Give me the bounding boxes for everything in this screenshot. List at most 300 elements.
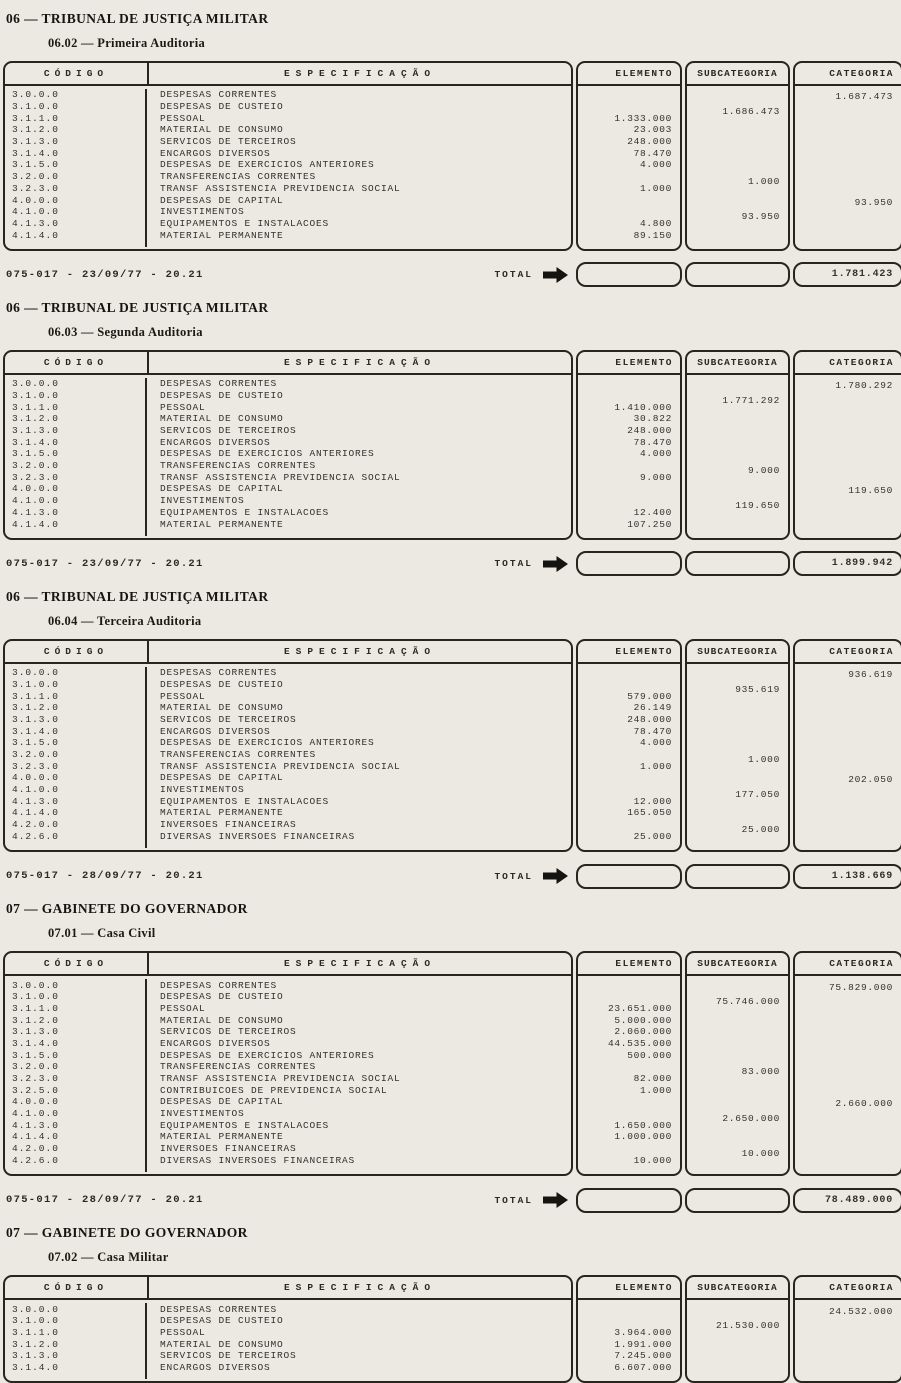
codigo-cell: 3.2.5.0 <box>5 1084 147 1096</box>
table-row <box>5 714 571 726</box>
especificacao-cell: DESPESAS CORRENTES <box>160 89 278 101</box>
elemento-box <box>576 350 682 540</box>
codigo-cell: 4.0.0.0 <box>5 772 147 784</box>
especificacao-cell: EQUIPAMENTOS E INSTALACOES <box>160 506 330 518</box>
codigo-column-header: CÓDIGO <box>5 641 149 662</box>
section-header: 06 — TRIBUNAL DE JUSTIÇA MILITAR <box>6 11 269 26</box>
table-row <box>5 795 571 807</box>
table-row <box>5 471 571 483</box>
especificacao-cell: INVERSOES FINANCEIRAS <box>160 819 297 831</box>
subcategoria-value <box>687 1049 788 1061</box>
table-row <box>5 124 571 136</box>
elemento-value: 107.250 <box>627 518 672 530</box>
categoria-value <box>795 147 901 159</box>
categoria-value <box>795 1350 901 1362</box>
table-row <box>5 1119 571 1131</box>
total-value: 1.138.669 <box>831 870 893 882</box>
codigo-column-divider <box>5 1166 147 1172</box>
especificacao-cell: INVESTIMENTOS <box>160 1108 245 1120</box>
elemento-column-header: ELEMENTO <box>615 645 673 657</box>
codigo-cell: 3.1.0.0 <box>5 390 147 402</box>
table-row <box>5 378 571 390</box>
budget-section <box>0 11 901 291</box>
elemento-value <box>578 171 680 183</box>
table-row <box>5 702 571 714</box>
elemento-value: 1.000.000 <box>614 1131 672 1143</box>
table-header-row <box>687 352 788 375</box>
codigo-cell: 4.1.0.0 <box>5 784 147 796</box>
subcategoria-box <box>685 350 790 540</box>
categoria-box <box>793 951 901 1176</box>
elemento-column-header: ELEMENTO <box>615 1282 673 1294</box>
table-row <box>5 1003 571 1015</box>
table-row <box>5 194 571 206</box>
table-row <box>5 1073 571 1085</box>
elemento-value <box>578 460 680 472</box>
categoria-value <box>795 1119 901 1131</box>
codigo-cell: 4.2.0.0 <box>5 819 147 831</box>
total-subcategoria-box <box>685 262 790 287</box>
especificacao-cell: MATERIAL PERMANENTE <box>160 518 284 530</box>
categoria-column-header: CATEGORIA <box>829 68 894 79</box>
total-categoria-box <box>793 551 901 576</box>
elemento-box <box>576 639 682 852</box>
table-row <box>5 667 571 679</box>
codigo-especificacao-box <box>3 350 573 540</box>
categoria-value <box>795 413 901 425</box>
elemento-value: 44.535.000 <box>607 1037 672 1049</box>
total-categoria-box <box>793 864 901 889</box>
subcategoria-value <box>687 1014 788 1026</box>
especificacao-cell: MATERIAL DE CONSUMO <box>160 702 284 714</box>
table-header-row <box>687 63 788 86</box>
elemento-value <box>578 378 680 390</box>
categoria-value <box>795 690 901 702</box>
subcategoria-value: 1.000 <box>747 176 780 188</box>
codigo-cell: 3.0.0.0 <box>5 1303 147 1315</box>
especificacao-column-header: ESPECIFICAÇÃO <box>283 68 437 79</box>
table-row <box>5 206 571 218</box>
total-value: 1.899.942 <box>831 558 893 570</box>
codigo-cell: 4.1.0.0 <box>5 495 147 507</box>
elemento-values <box>578 86 680 249</box>
subcategoria-value <box>687 448 788 460</box>
codigo-column-filler <box>5 842 571 848</box>
table-row <box>5 1327 571 1339</box>
section-header: 06 — TRIBUNAL DE JUSTIÇA MILITAR <box>6 588 269 604</box>
total-label-group <box>494 867 569 885</box>
subcategoria-value <box>687 1303 788 1315</box>
budget-table <box>3 639 901 852</box>
especificacao-cell: SERVICOS DE TERCEIROS <box>160 1350 297 1362</box>
codigo-cell: 3.1.1.0 <box>5 1327 147 1339</box>
categoria-value <box>795 1026 901 1038</box>
codigo-cell: 4.1.3.0 <box>5 795 147 807</box>
subcategoria-value <box>687 425 788 437</box>
especificacao-cell: INVESTIMENTOS <box>160 495 245 507</box>
codigo-cell: 3.2.0.0 <box>5 1061 147 1073</box>
especificacao-column-header: ESPECIFICAÇÃO <box>283 645 437 657</box>
subcategoria-value <box>687 194 788 206</box>
categoria-value <box>795 1073 901 1085</box>
codigo-cell: 3.1.5.0 <box>5 448 147 460</box>
codigo-cell: 3.1.4.0 <box>5 1038 147 1050</box>
codigo-cell: 3.1.4.0 <box>5 147 147 159</box>
especificacao-cell: MATERIAL PERMANENTE <box>160 229 284 241</box>
table-row <box>5 183 571 195</box>
section-subheader: 06.03 — Segunda Auditoria <box>48 324 203 339</box>
subcategoria-value: 119.650 <box>735 500 780 512</box>
subcategoria-column-header: SUBCATEGORIA <box>697 1282 778 1294</box>
table-row <box>5 1108 571 1120</box>
codigo-cell: 4.0.0.0 <box>5 1096 147 1108</box>
categoria-value <box>795 448 901 460</box>
subcategoria-column-header: SUBCATEGORIA <box>697 356 778 368</box>
codigo-especificacao-box <box>3 1275 573 1383</box>
subcategoria-values <box>687 976 788 1174</box>
especificacao-cell: SERVICOS DE TERCEIROS <box>160 713 297 725</box>
subcategoria-value: 10.000 <box>741 1148 780 1160</box>
subcategoria-column-header: SUBCATEGORIA <box>697 958 778 970</box>
elemento-value: 1.333.000 <box>614 112 672 124</box>
subcategoria-values <box>687 86 788 249</box>
especificacao-cell: DESPESAS DE CAPITAL <box>160 1096 284 1108</box>
codigo-espec-rows <box>5 664 571 850</box>
total-label: TOTAL <box>494 269 533 281</box>
table-header-row <box>687 1277 788 1300</box>
codigo-espec-rows <box>5 375 571 538</box>
elemento-value: 4.000 <box>639 737 672 749</box>
print-stamp: 075-017 - 23/09/77 - 20.21 <box>6 268 204 281</box>
elemento-box <box>576 61 682 251</box>
total-elemento-box <box>576 551 682 576</box>
table-row <box>5 690 571 702</box>
table-header-row <box>578 63 680 86</box>
categoria-value: 936.619 <box>848 669 893 681</box>
subcategoria-box <box>685 1275 790 1383</box>
subcategoria-value <box>687 772 788 784</box>
total-label-group <box>494 555 569 573</box>
table-row <box>5 518 571 530</box>
elemento-value: 7.245.000 <box>614 1350 672 1362</box>
especificacao-cell: PESSOAL <box>160 1002 206 1014</box>
especificacao-cell: DESPESAS CORRENTES <box>160 1303 278 1315</box>
codigo-cell: 3.1.2.0 <box>5 702 147 714</box>
subcategoria-value <box>687 714 788 726</box>
table-row <box>5 1350 571 1362</box>
table-row <box>5 495 571 507</box>
elemento-value <box>578 483 680 495</box>
table-row <box>5 147 571 159</box>
codigo-cell: 3.1.2.0 <box>5 1338 147 1350</box>
table-row <box>5 1026 571 1038</box>
codigo-cell: 3.2.0.0 <box>5 749 147 761</box>
especificacao-cell: ENCARGOS DIVERSOS <box>160 725 271 737</box>
table-header-row <box>578 953 680 976</box>
table-row <box>5 460 571 472</box>
categoria-value <box>795 760 901 772</box>
codigo-especificacao-box <box>3 61 573 251</box>
subcategoria-values <box>687 664 788 850</box>
elemento-value <box>578 679 680 691</box>
table-header-row <box>795 1277 901 1300</box>
subcategoria-value: 83.000 <box>741 1066 780 1078</box>
especificacao-cell: DESPESAS DE EXERCICIOS ANTERIORES <box>160 448 375 460</box>
table-row <box>5 979 571 991</box>
subcategoria-value: 1.000 <box>747 754 780 766</box>
especificacao-cell: ENCARGOS DIVERSOS <box>160 147 271 159</box>
table-row <box>5 1084 571 1096</box>
categoria-box <box>793 350 901 540</box>
total-row <box>3 548 901 580</box>
codigo-cell: 3.1.3.0 <box>5 1026 147 1038</box>
especificacao-cell: TRANSFERENCIAS CORRENTES <box>160 171 317 183</box>
subcategoria-value <box>687 1338 788 1350</box>
especificacao-cell: TRANSFERENCIAS CORRENTES <box>160 749 317 761</box>
subcategoria-value <box>687 1350 788 1362</box>
codigo-cell: 4.0.0.0 <box>5 194 147 206</box>
total-elemento-box <box>576 262 682 287</box>
table-header-row <box>795 641 901 664</box>
elemento-value: 9.000 <box>639 471 672 483</box>
subcategoria-value <box>687 1362 788 1374</box>
table-row <box>5 737 571 749</box>
table-row <box>5 772 571 784</box>
especificacao-cell: TRANSF ASSISTENCIA PREVIDENCIA SOCIAL <box>160 1073 401 1085</box>
table-header-row <box>795 352 901 375</box>
elemento-value <box>578 819 680 831</box>
codigo-cell: 3.1.1.0 <box>5 690 147 702</box>
table-row <box>5 159 571 171</box>
elemento-value: 1.000 <box>639 1084 672 1096</box>
section-header: 07 — GABINETE DO GOVERNADOR <box>6 1225 248 1241</box>
total-row-left <box>3 555 573 573</box>
total-label: TOTAL <box>494 1194 533 1206</box>
codigo-cell: 3.1.2.0 <box>5 1014 147 1026</box>
subcategoria-value: 21.530.000 <box>715 1320 780 1332</box>
subcategoria-value <box>687 378 788 390</box>
elemento-value: 248.000 <box>627 136 672 148</box>
table-row <box>5 819 571 831</box>
codigo-cell: 4.0.0.0 <box>5 483 147 495</box>
subcategoria-value <box>687 1038 788 1050</box>
categoria-value: 93.950 <box>854 196 893 208</box>
codigo-cell: 3.1.4.0 <box>5 436 147 448</box>
categoria-value <box>795 136 901 148</box>
codigo-cell: 3.1.2.0 <box>5 124 147 136</box>
total-row <box>3 1184 901 1216</box>
table-row <box>5 218 571 230</box>
elemento-value <box>578 979 680 991</box>
right-arrow-icon <box>542 266 569 284</box>
categoria-value <box>795 401 901 413</box>
budget-table <box>3 350 901 540</box>
table-row <box>5 679 571 691</box>
budget-section <box>0 901 901 1216</box>
subcategoria-column-header: SUBCATEGORIA <box>697 68 778 79</box>
subcategoria-values <box>687 375 788 538</box>
subcategoria-value: 1.686.473 <box>722 106 780 118</box>
elemento-value <box>578 1096 680 1108</box>
total-row-left <box>3 867 573 885</box>
right-arrow-icon <box>542 1191 569 1209</box>
categoria-value <box>795 714 901 726</box>
especificacao-cell: DIVERSAS INVERSOES FINANCEIRAS <box>160 830 356 842</box>
especificacao-cell: DESPESAS DE CAPITAL <box>160 772 284 784</box>
categoria-value: 2.660.000 <box>835 1098 893 1110</box>
section-header: 06 — TRIBUNAL DE JUSTIÇA MILITAR <box>6 299 269 315</box>
elemento-value: 500.000 <box>627 1049 672 1061</box>
elemento-value: 6.607.000 <box>614 1361 672 1373</box>
total-categoria-box <box>793 1188 901 1213</box>
codigo-cell: 3.1.1.0 <box>5 401 147 413</box>
subcategoria-value: 25.000 <box>741 824 780 836</box>
codigo-cell: 3.2.3.0 <box>5 1073 147 1085</box>
especificacao-cell: EQUIPAMENTOS E INSTALACOES <box>160 795 330 807</box>
especificacao-cell: TRANSF ASSISTENCIA PREVIDENCIA SOCIAL <box>160 760 401 772</box>
table-row <box>5 1049 571 1061</box>
subcategoria-value <box>687 159 788 171</box>
codigo-cell: 4.1.0.0 <box>5 206 147 218</box>
especificacao-cell: PESSOAL <box>160 690 206 702</box>
table-row <box>5 749 571 761</box>
table-header-row <box>5 953 571 976</box>
codigo-cell: 3.1.5.0 <box>5 737 147 749</box>
codigo-cell: 3.1.3.0 <box>5 136 147 148</box>
codigo-cell: 3.2.0.0 <box>5 460 147 472</box>
categoria-value <box>795 1014 901 1026</box>
budget-section <box>0 1225 901 1383</box>
elemento-value <box>578 194 680 206</box>
elemento-value: 1.000 <box>639 182 672 194</box>
categoria-values <box>795 86 901 249</box>
elemento-value: 23.003 <box>633 124 672 136</box>
subcategoria-value <box>687 667 788 679</box>
print-stamp: 075-017 - 23/09/77 - 20.21 <box>6 557 204 570</box>
print-stamp: 075-017 - 28/09/77 - 20.21 <box>6 1194 204 1207</box>
categoria-value <box>795 1338 901 1350</box>
categoria-box <box>793 1275 901 1383</box>
subcategoria-value: 1.771.292 <box>722 394 780 406</box>
total-value: 1.781.423 <box>831 269 893 281</box>
categoria-column-header: CATEGORIA <box>829 1282 894 1294</box>
codigo-cell: 3.0.0.0 <box>5 667 147 679</box>
table-row <box>5 784 571 796</box>
codigo-especificacao-box <box>3 951 573 1176</box>
table-row <box>5 1155 571 1167</box>
categoria-value <box>795 112 901 124</box>
elemento-value <box>578 784 680 796</box>
elemento-value: 82.000 <box>633 1073 672 1085</box>
subcategoria-value <box>687 702 788 714</box>
codigo-cell: 4.1.4.0 <box>5 229 147 241</box>
especificacao-cell: DESPESAS DE CAPITAL <box>160 483 284 495</box>
elemento-value: 25.000 <box>633 830 672 842</box>
codigo-cell: 3.1.4.0 <box>5 1362 147 1374</box>
especificacao-cell: DESPESAS DE CUSTEIO <box>160 389 284 401</box>
table-row <box>5 1143 571 1155</box>
codigo-cell: 3.1.0.0 <box>5 101 147 113</box>
especificacao-cell: TRANSFERENCIAS CORRENTES <box>160 460 317 472</box>
budget-section <box>0 589 901 892</box>
especificacao-cell: DIVERSAS INVERSOES FINANCEIRAS <box>160 1154 356 1166</box>
subcategoria-value: 9.000 <box>747 465 780 477</box>
categoria-value <box>795 749 901 761</box>
table-row <box>5 89 571 101</box>
total-label: TOTAL <box>494 870 533 882</box>
codigo-cell: 3.1.5.0 <box>5 159 147 171</box>
codigo-cell: 4.1.4.0 <box>5 1131 147 1143</box>
budget-section <box>0 300 901 580</box>
categoria-value <box>795 702 901 714</box>
categoria-value <box>795 460 901 472</box>
right-arrow-icon <box>542 555 569 573</box>
subcategoria-value <box>687 518 788 530</box>
elemento-value <box>578 1143 680 1155</box>
categoria-value <box>795 725 901 737</box>
table-row <box>5 448 571 460</box>
subcategoria-value <box>687 413 788 425</box>
table-row <box>5 101 571 113</box>
codigo-cell: 4.1.3.0 <box>5 507 147 519</box>
subcategoria-value <box>687 136 788 148</box>
subcategoria-value: 177.050 <box>735 789 780 801</box>
table-row <box>5 171 571 183</box>
codigo-column-filler <box>5 1373 571 1379</box>
subcategoria-value <box>687 1026 788 1038</box>
right-arrow-icon <box>542 867 569 885</box>
subcategoria-value <box>687 807 788 819</box>
subcategoria-value <box>687 1131 788 1143</box>
codigo-cell: 3.2.3.0 <box>5 760 147 772</box>
section-subheader: 06.04 — Terceira Auditoria <box>48 613 202 628</box>
table-row <box>5 807 571 819</box>
categoria-column-header: CATEGORIA <box>829 645 894 657</box>
table-header-row <box>578 1277 680 1300</box>
elemento-value: 1.410.000 <box>614 401 672 413</box>
codigo-column-divider <box>5 530 147 536</box>
categoria-value <box>795 159 901 171</box>
elemento-value: 1.000 <box>639 760 672 772</box>
table-row <box>5 229 571 241</box>
total-subcategoria-box <box>685 864 790 889</box>
codigo-cell: 3.2.3.0 <box>5 183 147 195</box>
especificacao-cell: DESPESAS DE EXERCICIOS ANTERIORES <box>160 159 375 171</box>
table-row <box>5 991 571 1003</box>
codigo-cell: 4.1.3.0 <box>5 218 147 230</box>
table-row <box>5 760 571 772</box>
especificacao-cell: ENCARGOS DIVERSOS <box>160 1037 271 1049</box>
elemento-value <box>578 495 680 507</box>
especificacao-cell: EQUIPAMENTOS E INSTALACOES <box>160 1119 330 1131</box>
elemento-value: 165.050 <box>627 807 672 819</box>
codigo-cell: 3.2.3.0 <box>5 471 147 483</box>
total-label-group <box>494 266 569 284</box>
codigo-cell: 3.0.0.0 <box>5 979 147 991</box>
codigo-column-header: CÓDIGO <box>5 1277 149 1298</box>
especificacao-cell: SERVICOS DE TERCEIROS <box>160 425 297 437</box>
especificacao-cell: MATERIAL PERMANENTE <box>160 807 284 819</box>
elemento-value: 4.000 <box>639 159 672 171</box>
categoria-value <box>795 1362 901 1374</box>
categoria-values <box>795 976 901 1174</box>
table-header-row <box>5 352 571 375</box>
table-row <box>5 1131 571 1143</box>
elemento-value: 10.000 <box>633 1154 672 1166</box>
subcategoria-value <box>687 436 788 448</box>
codigo-cell: 3.1.0.0 <box>5 991 147 1003</box>
table-row <box>5 112 571 124</box>
